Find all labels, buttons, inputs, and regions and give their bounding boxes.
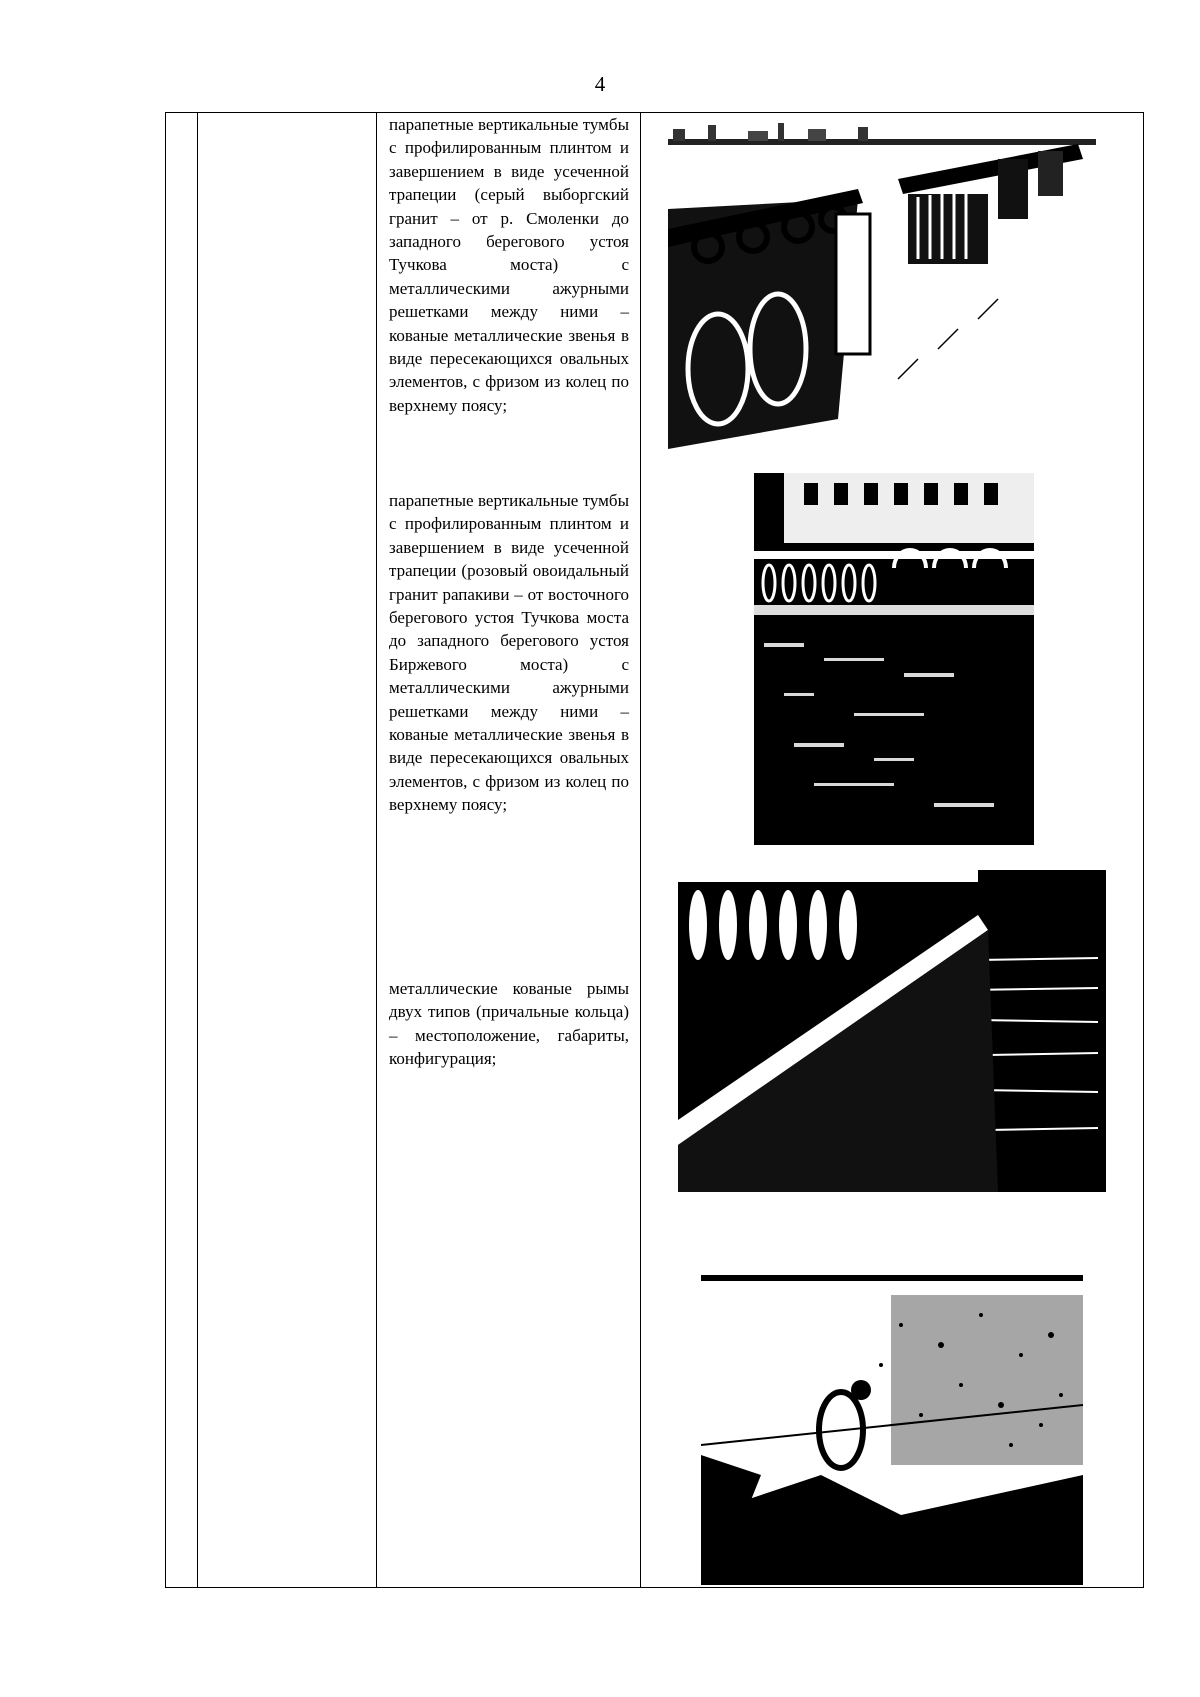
photo-embankment-rose-granite [754,473,1034,845]
document-table [165,112,1144,1588]
table-row [166,113,1144,1588]
page-number: 4 [594,72,606,96]
paragraph-gray-granite-parapet: парапетные вертикальные тумбы с профилированным плинтом и завершением в виде усеченной трапеции (серый выборгский гранит – от р. Смоленки до западного берегового устоя Тучкова моста) с металлическими ажурными решетками между ними – кованые металлические звенья в виде пересекающихся овальных элементов, с фризом из колец по верхнему поясу; [389,115,629,415]
photo-mooring-ring [701,1215,1083,1585]
cell-object [198,113,377,1588]
paragraph-mooring-rings: металлические кованые рымы двух типов (причальные кольца) – местоположение, габариты, конфигурация; [389,979,629,1069]
cell-number [166,113,198,1588]
cell-photos [641,113,1144,1588]
photo-railing-embankment-river [678,870,1106,1192]
photo-railing-gray-granite [668,119,1096,449]
cell-description [377,113,641,1588]
paragraph-rose-granite-parapet: парапетные вертикальные тумбы с профилированным плинтом и завершением в виде усеченной трапеции (розовый овоидальный гранит рапакиви – от восточного берегового устоя Тучкова моста до западного берегового устоя Биржевого моста) с металлическими ажурными решетками между ними – кованые металлические звенья в виде пересекающихся овальных элементов, с фризом из колец по верхнему поясу; [389,491,629,815]
